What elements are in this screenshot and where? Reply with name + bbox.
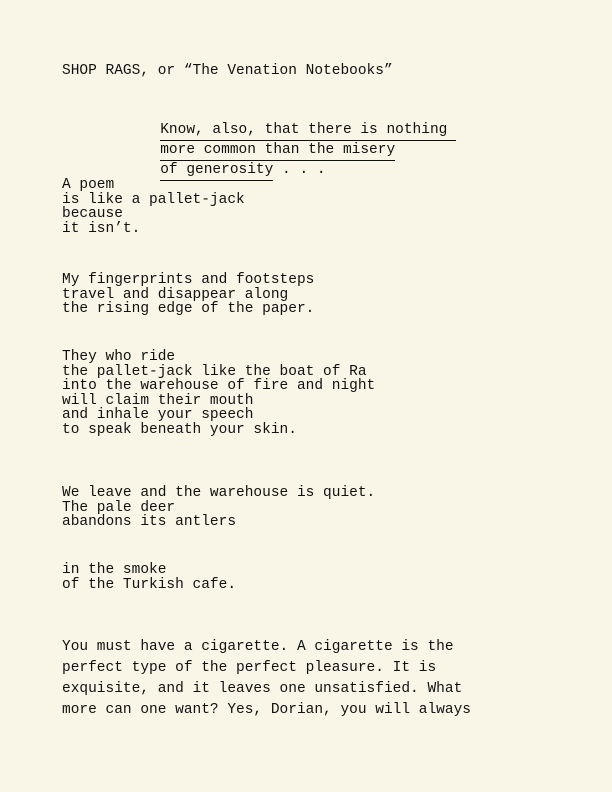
stanza [62, 273, 314, 317]
epigraph-underlined-text: more common than the misery [160, 142, 395, 161]
poem-line: They who ride [62, 349, 176, 365]
poem-line: and inhale your speech [62, 407, 254, 424]
prose-line: exquisite, and it leaves one unsatisfied. What [62, 681, 463, 697]
poem-line: will claim their mouth [62, 392, 254, 409]
epigraph-underlined-text: Know, also, that there is nothing [160, 122, 456, 141]
poem-line: the rising edge of the paper. [62, 301, 315, 318]
epigraph-ellipsis: . . . [273, 162, 326, 178]
poem-line: the pallet-jack like the boat of Ra [62, 363, 367, 380]
poem-line: My fingerprints and footsteps [62, 272, 315, 288]
poem-line: The pale deer [62, 499, 176, 516]
poem-line: of the Turkish cafe. [62, 576, 237, 593]
stanza [62, 486, 375, 530]
poem-line: is like a pallet-jack [62, 191, 245, 208]
prose-quotation [62, 637, 471, 721]
prose-line: more can one want? Yes, Dorian, you will always [62, 702, 471, 718]
epigraph [108, 100, 457, 178]
poem-line: to speak beneath your skin. [62, 421, 297, 438]
poem-line: because [62, 206, 123, 223]
epigraph-underlined-text: of generosity [160, 162, 273, 181]
prose-line: You must have a cigarette. A cigarette is the [62, 639, 454, 655]
stanza [62, 563, 236, 592]
epigraph-line [108, 100, 457, 138]
poem-title: SHOP RAGS, or “The Venation Notebooks” [62, 63, 393, 79]
poem-line: it isn’t. [62, 220, 141, 237]
prose-line: perfect type of the perfect pleasure. It is [62, 660, 437, 676]
poem-line: abandons its antlers [62, 514, 237, 531]
poem-line: A poem [62, 177, 115, 193]
stanza [62, 350, 375, 438]
poem-line: We leave and the warehouse is quiet. [62, 485, 376, 501]
poem-line: travel and disappear along [62, 286, 289, 303]
poem-line: into the warehouse of fire and night [62, 378, 376, 395]
stanza [62, 178, 245, 236]
epigraph-line [108, 120, 456, 158]
epigraph-line [108, 140, 456, 178]
poem-line: in the smoke [62, 562, 167, 578]
